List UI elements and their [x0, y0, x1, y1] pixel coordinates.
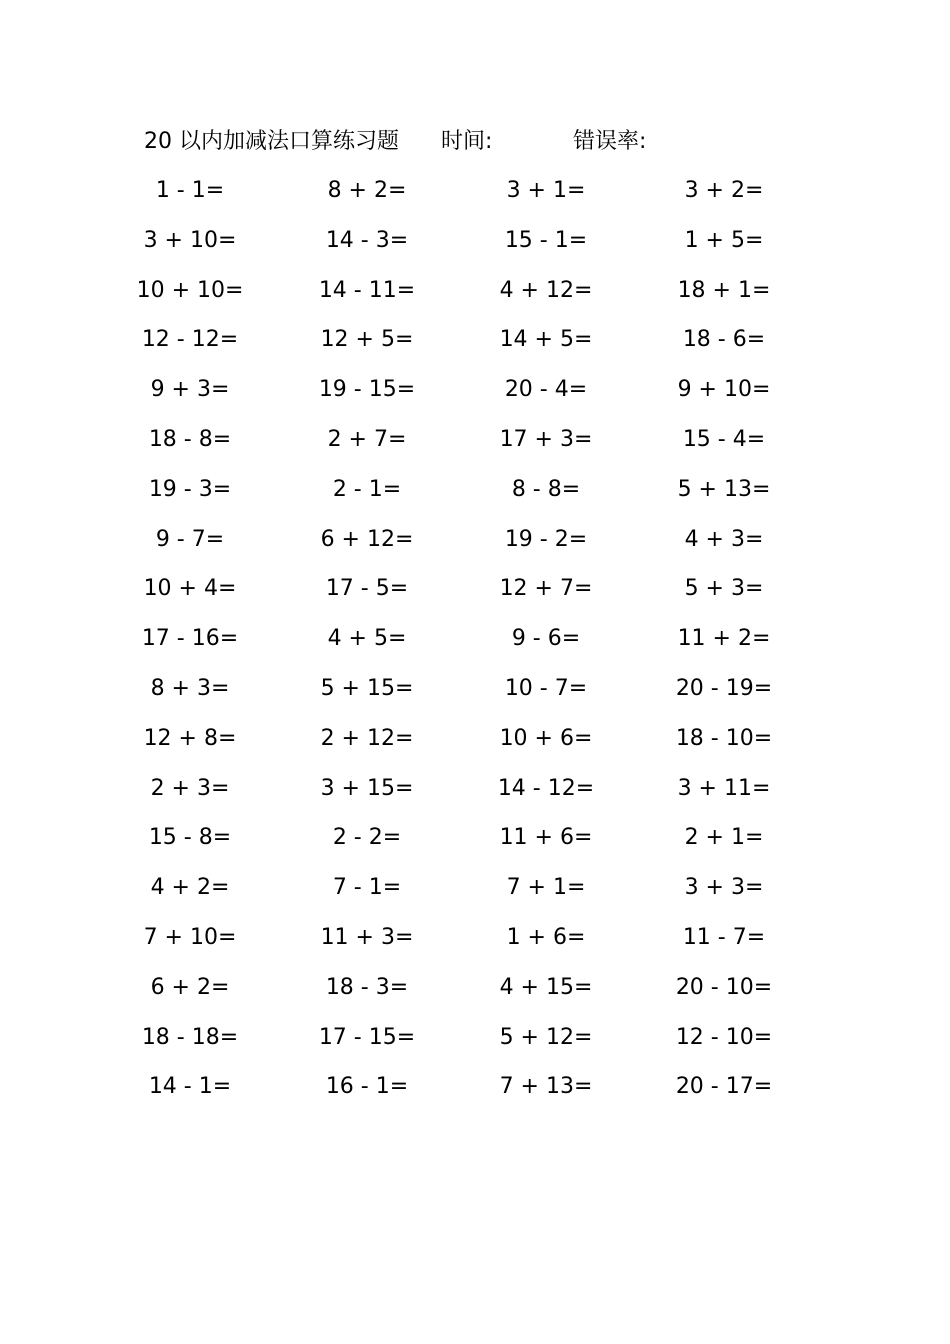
problem-cell: 14 - 1= — [148, 1074, 232, 1100]
problem-cell: 15 - 4= — [682, 426, 766, 452]
problem-cell: 3 + 3= — [684, 875, 764, 901]
problem-cell: 2 + 7= — [327, 426, 407, 452]
problem-cell: 7 + 1= — [506, 875, 586, 901]
problem-cell: 14 - 11= — [318, 277, 416, 303]
problem-cell: 15 - 8= — [148, 825, 232, 851]
problem-cell: 5 + 15= — [320, 675, 414, 701]
problem-cell: 19 - 3= — [148, 476, 232, 502]
problem-cell: 18 - 6= — [682, 327, 766, 353]
problem-cell: 11 + 2= — [677, 626, 771, 652]
problem-cell: 4 + 2= — [150, 875, 230, 901]
problem-cell: 12 + 8= — [143, 725, 237, 751]
problem-row — [120, 419, 840, 469]
problem-cell: 2 + 1= — [684, 825, 764, 851]
problem-row — [120, 170, 840, 220]
problem-cell: 2 - 2= — [332, 825, 402, 851]
problem-cell: 11 + 3= — [320, 924, 414, 950]
problem-cell: 1 + 5= — [684, 227, 764, 253]
problem-cell: 3 + 10= — [143, 227, 237, 253]
problem-cell: 11 - 7= — [682, 924, 766, 950]
problem-cell: 5 + 13= — [677, 476, 771, 502]
problem-cell: 12 - 10= — [675, 1024, 773, 1050]
problem-row — [120, 618, 840, 668]
problem-cell: 3 + 15= — [320, 775, 414, 801]
problem-row — [120, 319, 840, 369]
problem-cell: 9 + 10= — [677, 377, 771, 403]
problem-cell: 20 - 17= — [675, 1074, 773, 1100]
problem-cell: 6 + 2= — [150, 974, 230, 1000]
problem-row — [120, 568, 840, 618]
problem-cell: 7 - 1= — [332, 875, 402, 901]
problem-row — [120, 768, 840, 818]
worksheet-header — [144, 122, 844, 162]
problem-row — [120, 469, 840, 519]
problem-cell: 3 + 2= — [684, 178, 764, 203]
problem-row — [120, 519, 840, 569]
problem-cell: 11 + 6= — [499, 825, 593, 851]
problem-cell: 1 - 1= — [155, 178, 225, 203]
problem-cell: 4 + 3= — [684, 526, 764, 552]
problem-cell: 7 + 13= — [499, 1074, 593, 1100]
problem-cell: 4 + 15= — [499, 974, 593, 1000]
problem-row — [120, 817, 840, 867]
problem-cell: 9 + 3= — [150, 377, 230, 403]
problem-cell: 17 - 5= — [325, 576, 409, 602]
problem-cell: 15 - 1= — [504, 227, 588, 253]
problem-cell: 6 + 12= — [320, 526, 414, 552]
problem-cell: 8 - 8= — [511, 476, 581, 502]
problem-row — [120, 1066, 840, 1116]
problem-cell: 2 + 3= — [150, 775, 230, 801]
problem-cell: 4 + 12= — [499, 277, 593, 303]
problem-cell: 9 - 7= — [155, 526, 225, 552]
problem-cell: 14 - 12= — [497, 775, 595, 801]
problem-cell: 5 + 3= — [684, 576, 764, 602]
problem-cell: 16 - 1= — [325, 1074, 409, 1100]
problem-grid — [120, 170, 840, 1116]
problem-cell: 4 + 5= — [327, 626, 407, 652]
problem-cell: 10 + 10= — [136, 277, 244, 303]
problem-cell: 12 + 7= — [499, 576, 593, 602]
problem-cell: 7 + 10= — [143, 924, 237, 950]
error-rate-label: 错误率: — [573, 129, 647, 154]
problem-cell: 19 - 15= — [318, 377, 416, 403]
problem-row — [120, 867, 840, 917]
problem-row — [120, 917, 840, 967]
problem-cell: 3 + 1= — [506, 178, 586, 203]
problem-cell: 2 + 12= — [320, 725, 414, 751]
problem-cell: 17 - 16= — [141, 626, 239, 652]
problem-row — [120, 718, 840, 768]
problem-cell: 10 + 4= — [143, 576, 237, 602]
problem-cell: 20 - 19= — [675, 675, 773, 701]
problem-row — [120, 270, 840, 320]
problem-row — [120, 668, 840, 718]
problem-cell: 17 + 3= — [499, 426, 593, 452]
problem-cell: 18 - 18= — [141, 1024, 239, 1050]
problem-cell: 12 - 12= — [141, 327, 239, 353]
problem-cell: 14 - 3= — [325, 227, 409, 253]
problem-cell: 20 - 10= — [675, 974, 773, 1000]
problem-cell: 12 + 5= — [320, 327, 414, 353]
problem-cell: 5 + 12= — [499, 1024, 593, 1050]
problem-cell: 8 + 3= — [150, 675, 230, 701]
problem-cell: 18 - 8= — [148, 426, 232, 452]
problem-row — [120, 369, 840, 419]
problem-cell: 1 + 6= — [506, 924, 586, 950]
problem-row — [120, 1017, 840, 1067]
problem-cell: 18 - 3= — [325, 974, 409, 1000]
problem-row — [120, 220, 840, 270]
problem-cell: 3 + 11= — [677, 775, 771, 801]
problem-cell: 2 - 1= — [332, 476, 402, 502]
problem-cell: 10 - 7= — [504, 675, 588, 701]
problem-cell: 8 + 2= — [327, 178, 407, 203]
problem-cell: 19 - 2= — [504, 526, 588, 552]
problem-cell: 18 + 1= — [677, 277, 771, 303]
worksheet-title: 20 以内加减法口算练习题 — [144, 129, 399, 154]
problem-cell: 17 - 15= — [318, 1024, 416, 1050]
problem-cell: 9 - 6= — [511, 626, 581, 652]
problem-cell: 14 + 5= — [499, 327, 593, 353]
time-label: 时间: — [441, 129, 493, 154]
problem-row — [120, 967, 840, 1017]
problem-cell: 10 + 6= — [499, 725, 593, 751]
problem-cell: 18 - 10= — [675, 725, 773, 751]
problem-cell: 20 - 4= — [504, 377, 588, 403]
